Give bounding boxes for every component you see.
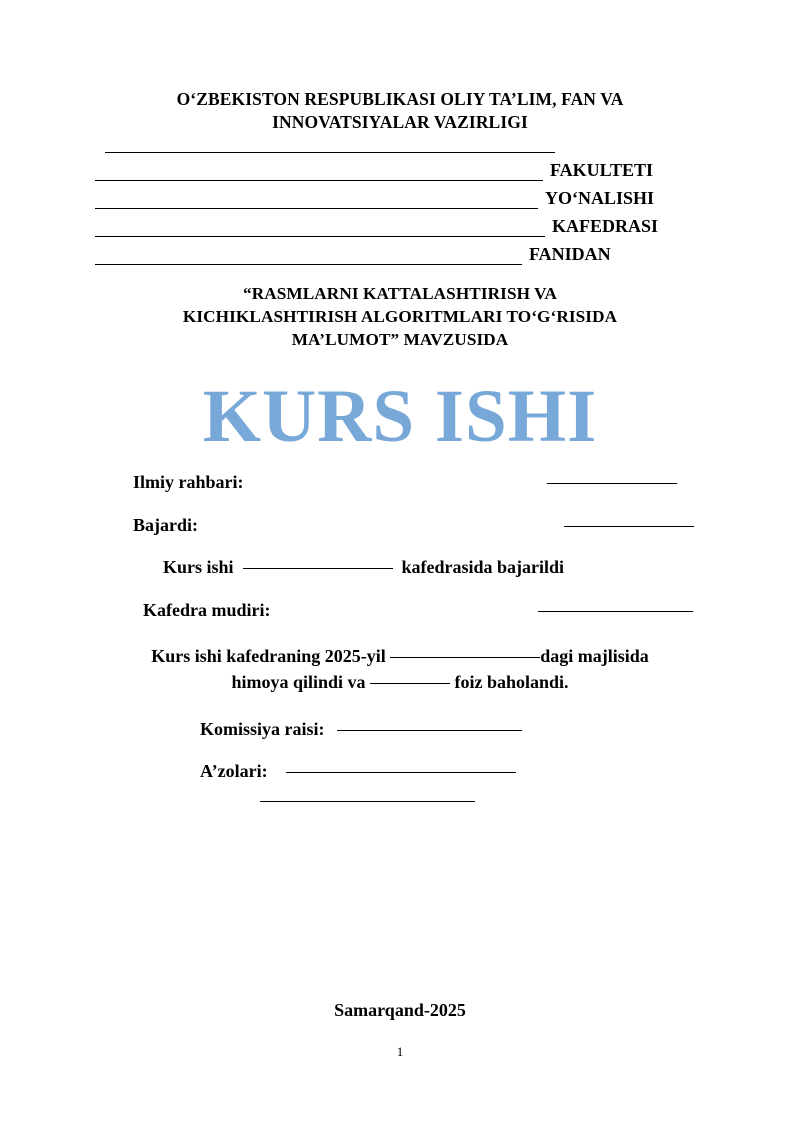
- members-row: [95, 760, 705, 783]
- blank-row-subject: [95, 241, 705, 269]
- blank-line[interactable]: [105, 152, 555, 153]
- performer-row: [95, 514, 705, 537]
- department-head-row: [95, 599, 705, 622]
- members-label: A’zolari:: [200, 761, 268, 782]
- course-work-department-blank[interactable]: [243, 568, 393, 569]
- commission-chair-blank[interactable]: [337, 730, 522, 731]
- subject-title-line-3: MA’LUMOT” MAVZUSIDA: [291, 329, 509, 349]
- subject-title-line-1: “RASMLARNI KATTALASHTIRISH VA: [243, 283, 557, 303]
- department-head-blank[interactable]: [538, 611, 693, 612]
- subject-title-line-2: KICHIKLASHTIRISH ALGORITMLARI TO‘G‘RISIDA: [182, 306, 618, 326]
- blank-line[interactable]: [95, 264, 522, 265]
- defense-score-blank[interactable]: [370, 683, 450, 684]
- blank-row-faculty: [95, 157, 705, 185]
- blank-row-label: FANIDAN: [529, 243, 611, 264]
- defense-part-4: foiz baholandi.: [454, 672, 569, 693]
- blank-row-label: FAKULTETI: [550, 160, 654, 181]
- ministry-line-1: O‘ZBEKISTON RESPUBLIKASI OLIY TA’LIM, FAN VA: [176, 89, 624, 109]
- signature-fields: [95, 471, 705, 805]
- blank-line[interactable]: [95, 180, 543, 181]
- ministry-heading: [95, 88, 705, 134]
- blank-row-label: KAFEDRASI: [552, 215, 659, 236]
- performer-blank[interactable]: [564, 526, 694, 527]
- defense-part-3: himoya qilindi va: [231, 672, 366, 693]
- course-work-prefix: Kurs ishi: [163, 557, 234, 578]
- main-title: KURS ISHI: [202, 375, 598, 459]
- blank-fields-block: [95, 156, 705, 269]
- blank-row-direction: [95, 185, 705, 213]
- defense-date-blank[interactable]: [390, 657, 540, 658]
- performer-label: Bajardi:: [133, 514, 198, 535]
- blank-row-label: YO‘NALISHI: [545, 188, 655, 209]
- page-number: 1: [396, 1044, 404, 1059]
- defense-part-1: Kurs ishi kafedraning 2025-yil: [151, 646, 386, 667]
- blank-line[interactable]: [95, 236, 545, 237]
- defense-paragraph: [95, 643, 705, 695]
- members-blank-2[interactable]: [260, 801, 475, 802]
- commission-chair-row: [95, 718, 705, 741]
- members-blank-1[interactable]: [286, 772, 516, 773]
- subject-title: [95, 283, 705, 352]
- ministry-line-2: INNOVATSIYALAR VAZIRLIGI: [272, 112, 528, 133]
- course-work-suffix: kafedrasida bajarildi: [401, 557, 565, 578]
- course-work-department-row: [95, 556, 705, 579]
- blank-row-department: [95, 213, 705, 241]
- defense-part-2: dagi majlisida: [540, 646, 649, 667]
- department-head-label: Kafedra mudiri:: [143, 599, 271, 620]
- supervisor-label: Ilmiy rahbari:: [133, 472, 244, 493]
- blank-line[interactable]: [95, 208, 538, 209]
- footer-city: Samarqand-2025: [334, 1000, 466, 1020]
- page-content: [95, 88, 705, 806]
- supervisor-blank[interactable]: [547, 483, 677, 484]
- members-extra-row: [95, 805, 705, 806]
- supervisor-row: [95, 471, 705, 494]
- commission-chair-label: Komissiya raisi:: [200, 718, 325, 739]
